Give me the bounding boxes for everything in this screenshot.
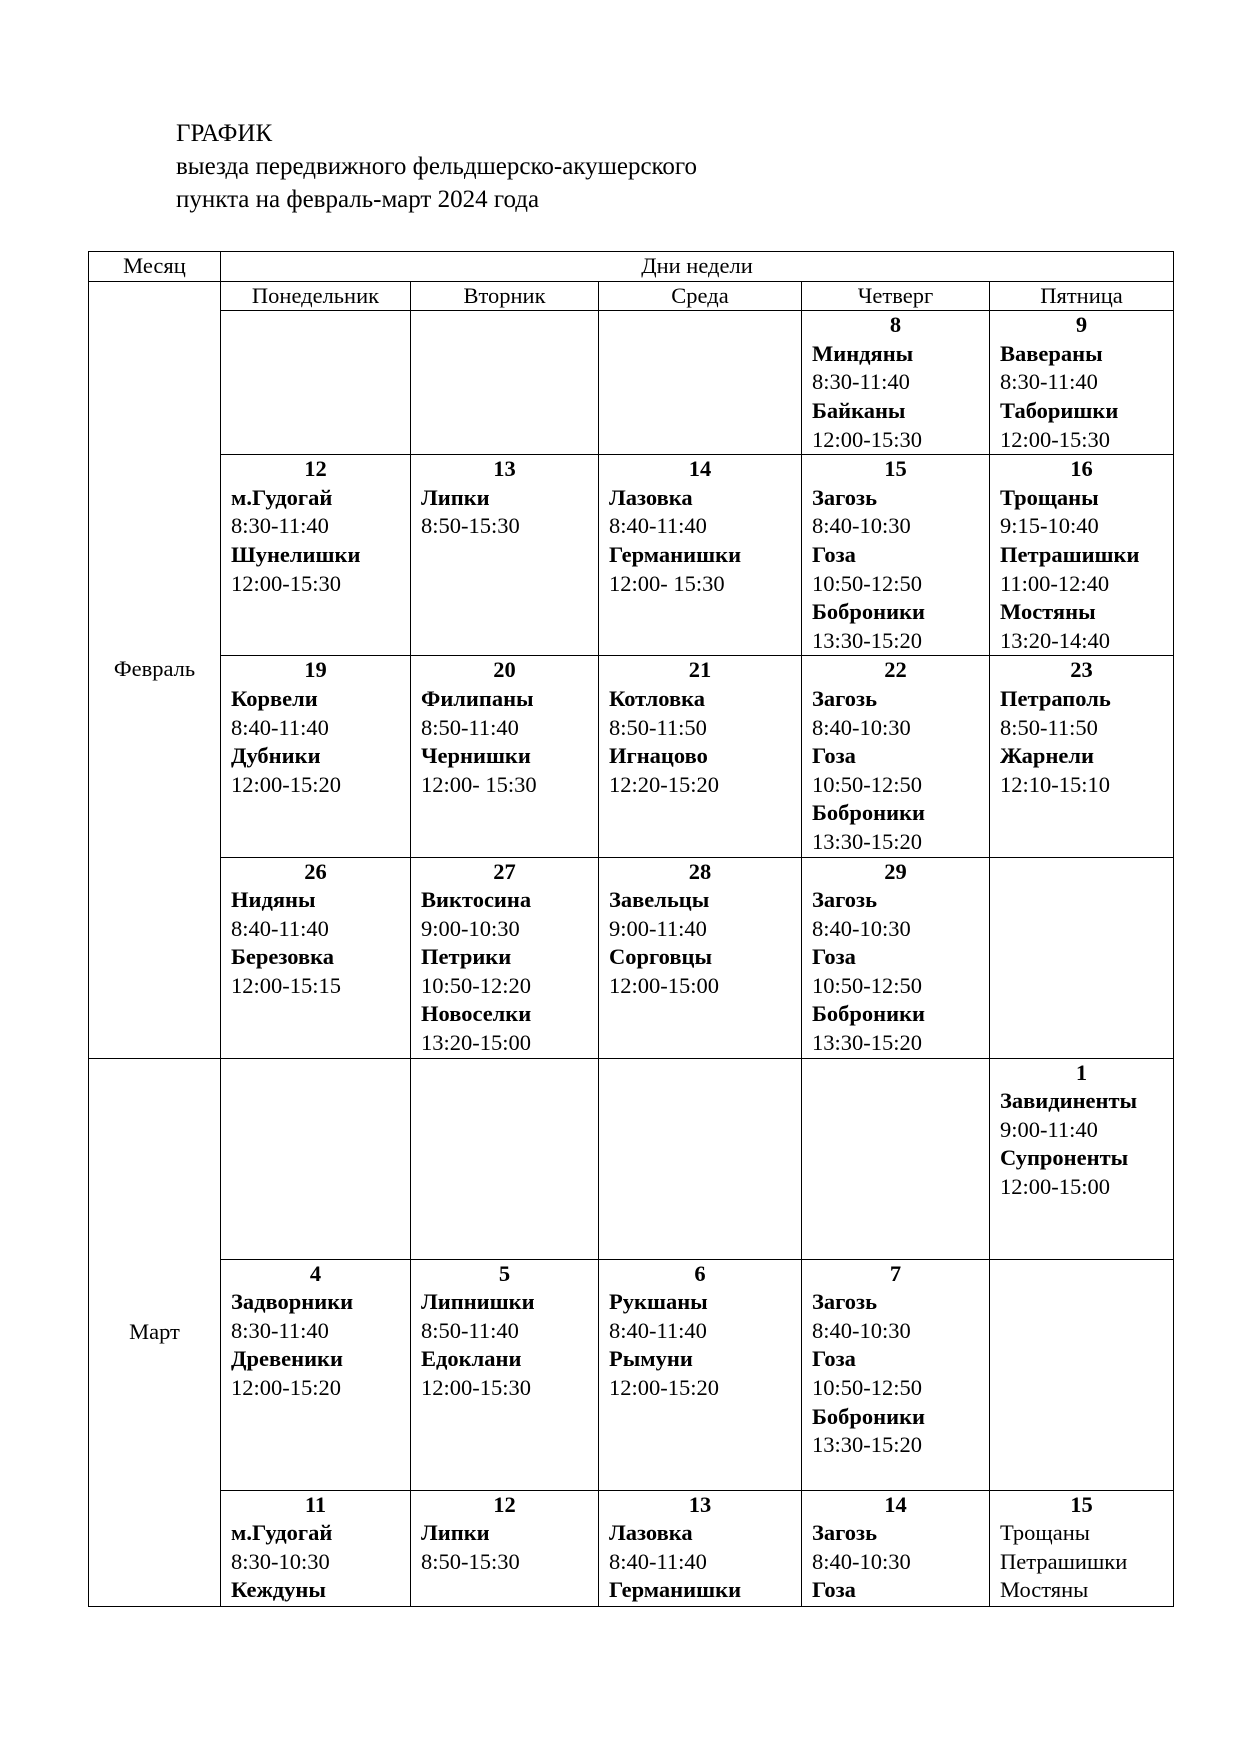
visit-time: 10:50-12:50 xyxy=(812,570,922,596)
day-number: 27 xyxy=(493,858,516,884)
day-number: 23 xyxy=(1070,657,1093,683)
weekday-header: Понедельник xyxy=(221,281,411,311)
title-line-1: ГРАФИК xyxy=(176,120,273,147)
village-name: Едоклани xyxy=(421,1346,522,1372)
visit-time: 8:40-10:30 xyxy=(812,1548,911,1574)
visit-time: 8:30-11:40 xyxy=(812,369,910,395)
day-number: 8 xyxy=(889,312,902,338)
village-name: Гоза xyxy=(812,541,856,567)
village-name: Березовка xyxy=(231,944,334,970)
village-name: м.Гудогай xyxy=(231,484,333,510)
village-name: Таборишки xyxy=(1000,397,1119,423)
visit-time: 8:40-11:40 xyxy=(609,513,707,539)
visit-time: 13:30-15:20 xyxy=(812,1030,922,1056)
visit-time: 12:00- 15:30 xyxy=(421,771,537,797)
village-name: Задворники xyxy=(231,1289,354,1315)
empty-day-cell xyxy=(599,1058,802,1259)
visit-time: 12:00-15:20 xyxy=(231,771,341,797)
weekday-header: Четверг xyxy=(802,281,990,311)
day-number: 29 xyxy=(884,858,907,884)
visit-time: 9:00-11:40 xyxy=(609,915,707,941)
month-february: Февраль xyxy=(89,281,221,1058)
village-name: Петрашишки xyxy=(1000,541,1140,567)
village-name: Завидиненты xyxy=(1000,1088,1138,1114)
day-cell xyxy=(990,311,1174,455)
village-name: Рукшаны xyxy=(609,1289,708,1315)
village-name: Филипаны xyxy=(421,685,534,711)
visit-time: 8:30-11:40 xyxy=(231,513,329,539)
header-row-2 xyxy=(89,281,1174,311)
day-cell xyxy=(990,656,1174,857)
day-cell xyxy=(802,455,990,656)
visit-time: 13:20-14:40 xyxy=(1000,627,1110,653)
visit-time: 8:40-10:30 xyxy=(812,915,911,941)
village-name: Новоселки xyxy=(421,1001,532,1027)
village-name: Шунелишки xyxy=(231,541,361,567)
day-cell xyxy=(802,1259,990,1490)
visit-time: 10:50-12:20 xyxy=(421,972,531,998)
visit-time: 12:00-15:30 xyxy=(812,426,922,452)
month-column-header: Месяц xyxy=(89,252,221,282)
day-cell xyxy=(802,857,990,1058)
day-number: 15 xyxy=(884,456,907,482)
visit-time: 8:50-15:30 xyxy=(421,1548,520,1574)
day-number: 5 xyxy=(498,1260,511,1286)
village-name: Петрики xyxy=(421,944,512,970)
village-name: Жарнели xyxy=(1000,743,1094,769)
day-cell xyxy=(221,656,411,857)
visit-time: 8:50-11:40 xyxy=(421,1317,519,1343)
village-name: Рымуни xyxy=(609,1346,693,1372)
month-march: Март xyxy=(89,1058,221,1606)
visit-time: 8:50-11:50 xyxy=(609,714,707,740)
visit-time: 12:00-15:30 xyxy=(231,570,341,596)
visit-time: 8:30-10:30 xyxy=(231,1548,330,1574)
document-title xyxy=(176,117,697,216)
village-name: Германишки xyxy=(609,541,742,567)
visit-time: 12:10-15:10 xyxy=(1000,771,1110,797)
weekday-header: Среда xyxy=(599,281,802,311)
empty-day-cell xyxy=(990,1259,1174,1490)
village-name: Гоза xyxy=(812,743,856,769)
visit-time: 10:50-12:50 xyxy=(812,1375,922,1401)
day-number: 19 xyxy=(304,657,327,683)
day-cell xyxy=(411,455,599,656)
village-name: Чернишки xyxy=(421,743,531,769)
week-row xyxy=(89,1058,1174,1259)
visit-time: 13:20-15:00 xyxy=(421,1030,531,1056)
village-name: Котловка xyxy=(609,685,705,711)
day-cell xyxy=(411,857,599,1058)
visit-time: 8:40-11:40 xyxy=(609,1548,707,1574)
visit-time: 9:00-10:30 xyxy=(421,915,520,941)
week-row xyxy=(89,857,1174,1058)
village-name: Гоза xyxy=(812,1577,856,1603)
week-row xyxy=(89,311,1174,455)
empty-day-cell xyxy=(802,1058,990,1259)
schedule-table xyxy=(88,251,1174,1607)
village-name: Липнишки xyxy=(421,1289,535,1315)
visit-time: 8:40-11:40 xyxy=(609,1317,707,1343)
visit-time: 8:50-15:30 xyxy=(421,513,520,539)
visit-time: 12:00-15:30 xyxy=(1000,426,1110,452)
village-name: Загозь xyxy=(812,887,877,913)
day-cell xyxy=(221,1490,411,1606)
day-cell xyxy=(802,311,990,455)
week-row xyxy=(89,1490,1174,1606)
empty-day-cell xyxy=(221,1058,411,1259)
visit-time: 12:00-15:15 xyxy=(231,972,341,998)
weekdays-header: Дни недели xyxy=(221,252,1174,282)
village-name: Корвели xyxy=(231,685,318,711)
week-row xyxy=(89,455,1174,656)
village-name: Загозь xyxy=(812,1520,877,1546)
village-name: Липки xyxy=(421,1520,490,1546)
day-cell xyxy=(221,1259,411,1490)
day-cell xyxy=(802,656,990,857)
empty-day-cell xyxy=(599,311,802,455)
week-row xyxy=(89,656,1174,857)
day-cell xyxy=(990,1490,1174,1606)
village-name: Гоза xyxy=(812,1346,856,1372)
day-number: 14 xyxy=(884,1491,907,1517)
village-name: Боброники xyxy=(812,800,925,826)
visit-time: 10:50-12:50 xyxy=(812,972,922,998)
village-name: Байканы xyxy=(812,397,906,423)
village-name: Загозь xyxy=(812,484,877,510)
empty-day-cell xyxy=(221,311,411,455)
village-name: Мостяны xyxy=(1000,599,1096,625)
day-cell xyxy=(990,455,1174,656)
visit-time: 9:15-10:40 xyxy=(1000,513,1099,539)
village-name: Сорговцы xyxy=(609,944,713,970)
visit-time: 10:50-12:50 xyxy=(812,771,922,797)
village-name: Виктосина xyxy=(421,887,532,913)
village-name: Германишки xyxy=(609,1577,742,1603)
day-number: 22 xyxy=(884,657,907,683)
day-number: 14 xyxy=(688,456,712,482)
day-number: 21 xyxy=(688,657,712,683)
village-name: Миндяны xyxy=(812,340,914,366)
village-name: Боброники xyxy=(812,1403,925,1429)
village-name: Вавераны xyxy=(1000,340,1103,366)
visit-time: 13:30-15:20 xyxy=(812,1432,922,1458)
day-number: 12 xyxy=(304,456,327,482)
day-number: 13 xyxy=(688,1491,712,1517)
village-name: м.Гудогай xyxy=(231,1520,333,1546)
title-line-3: пункта на февраль-март 2024 года xyxy=(176,186,540,213)
visit-time: 12:00-15:20 xyxy=(231,1375,341,1401)
day-cell xyxy=(221,455,411,656)
village-name: Древеники xyxy=(231,1346,343,1372)
visit-time: 12:00-15:30 xyxy=(421,1375,531,1401)
visit-time: 8:50-11:40 xyxy=(421,714,519,740)
village-name: Петрашишки xyxy=(1000,1548,1128,1574)
day-number: 1 xyxy=(1075,1059,1088,1085)
day-number: 11 xyxy=(304,1491,327,1517)
empty-day-cell xyxy=(411,1058,599,1259)
day-number: 9 xyxy=(1075,312,1088,338)
day-number: 7 xyxy=(889,1260,902,1286)
village-name: Петраполь xyxy=(1000,685,1111,711)
village-name: Лазовка xyxy=(609,484,693,510)
village-name: Кеждуны xyxy=(231,1577,326,1603)
day-number: 6 xyxy=(694,1260,706,1286)
village-name: Гоза xyxy=(812,944,856,970)
village-name: Супроненты xyxy=(1000,1145,1129,1171)
visit-time: 13:30-15:20 xyxy=(812,627,922,653)
day-cell xyxy=(599,656,802,857)
title-line-2: выезда передвижного фельдшерско-акушерского xyxy=(176,153,698,180)
day-cell xyxy=(802,1490,990,1606)
visit-time: 8:40-10:30 xyxy=(812,1317,911,1343)
visit-time: 12:00- 15:30 xyxy=(609,570,725,596)
empty-day-cell xyxy=(990,857,1174,1058)
day-number: 15 xyxy=(1070,1491,1093,1517)
visit-time: 12:00-15:00 xyxy=(1000,1174,1110,1200)
day-number: 4 xyxy=(309,1260,322,1286)
day-cell xyxy=(599,1490,802,1606)
empty-day-cell xyxy=(411,311,599,455)
day-number: 12 xyxy=(493,1491,516,1517)
visit-time: 8:40-11:40 xyxy=(231,714,329,740)
village-name: Игнацово xyxy=(609,743,708,769)
day-number: 20 xyxy=(493,657,516,683)
visit-time: 8:50-11:50 xyxy=(1000,714,1098,740)
village-name: Завельцы xyxy=(609,887,710,913)
day-cell xyxy=(599,857,802,1058)
village-name: Трощаны xyxy=(1000,1520,1090,1546)
village-name: Боброники xyxy=(812,599,925,625)
day-number: 26 xyxy=(304,858,327,884)
village-name: Нидяны xyxy=(231,887,316,913)
day-cell xyxy=(411,1259,599,1490)
day-cell xyxy=(411,1490,599,1606)
village-name: Дубники xyxy=(231,743,321,769)
visit-time: 9:00-11:40 xyxy=(1000,1116,1098,1142)
village-name: Лазовка xyxy=(609,1520,693,1546)
visit-time: 12:00-15:20 xyxy=(609,1375,719,1401)
weekday-header: Вторник xyxy=(411,281,599,311)
day-cell xyxy=(990,1058,1174,1259)
week-row xyxy=(89,1259,1174,1490)
day-cell xyxy=(221,857,411,1058)
day-number: 13 xyxy=(493,456,516,482)
visit-time: 12:20-15:20 xyxy=(609,771,719,797)
visit-time: 8:30-11:40 xyxy=(1000,369,1098,395)
day-cell xyxy=(411,656,599,857)
village-name: Загозь xyxy=(812,1289,877,1315)
visit-time: 12:00-15:00 xyxy=(609,972,719,998)
day-cell xyxy=(599,1259,802,1490)
visit-time: 13:30-15:20 xyxy=(812,828,922,854)
visit-time: 8:40-11:40 xyxy=(231,915,329,941)
village-name: Боброники xyxy=(812,1001,925,1027)
header-row-1 xyxy=(89,252,1174,282)
visit-time: 11:00-12:40 xyxy=(1000,570,1110,596)
village-name: Мостяны xyxy=(1000,1577,1089,1603)
day-number: 28 xyxy=(688,858,712,884)
village-name: Липки xyxy=(421,484,490,510)
village-name: Трощаны xyxy=(1000,484,1099,510)
visit-time: 8:40-10:30 xyxy=(812,714,911,740)
weekday-header: Пятница xyxy=(990,281,1174,311)
visit-time: 8:40-10:30 xyxy=(812,513,911,539)
day-number: 16 xyxy=(1070,456,1093,482)
day-cell xyxy=(599,455,802,656)
visit-time: 8:30-11:40 xyxy=(231,1317,329,1343)
village-name: Загозь xyxy=(812,685,877,711)
